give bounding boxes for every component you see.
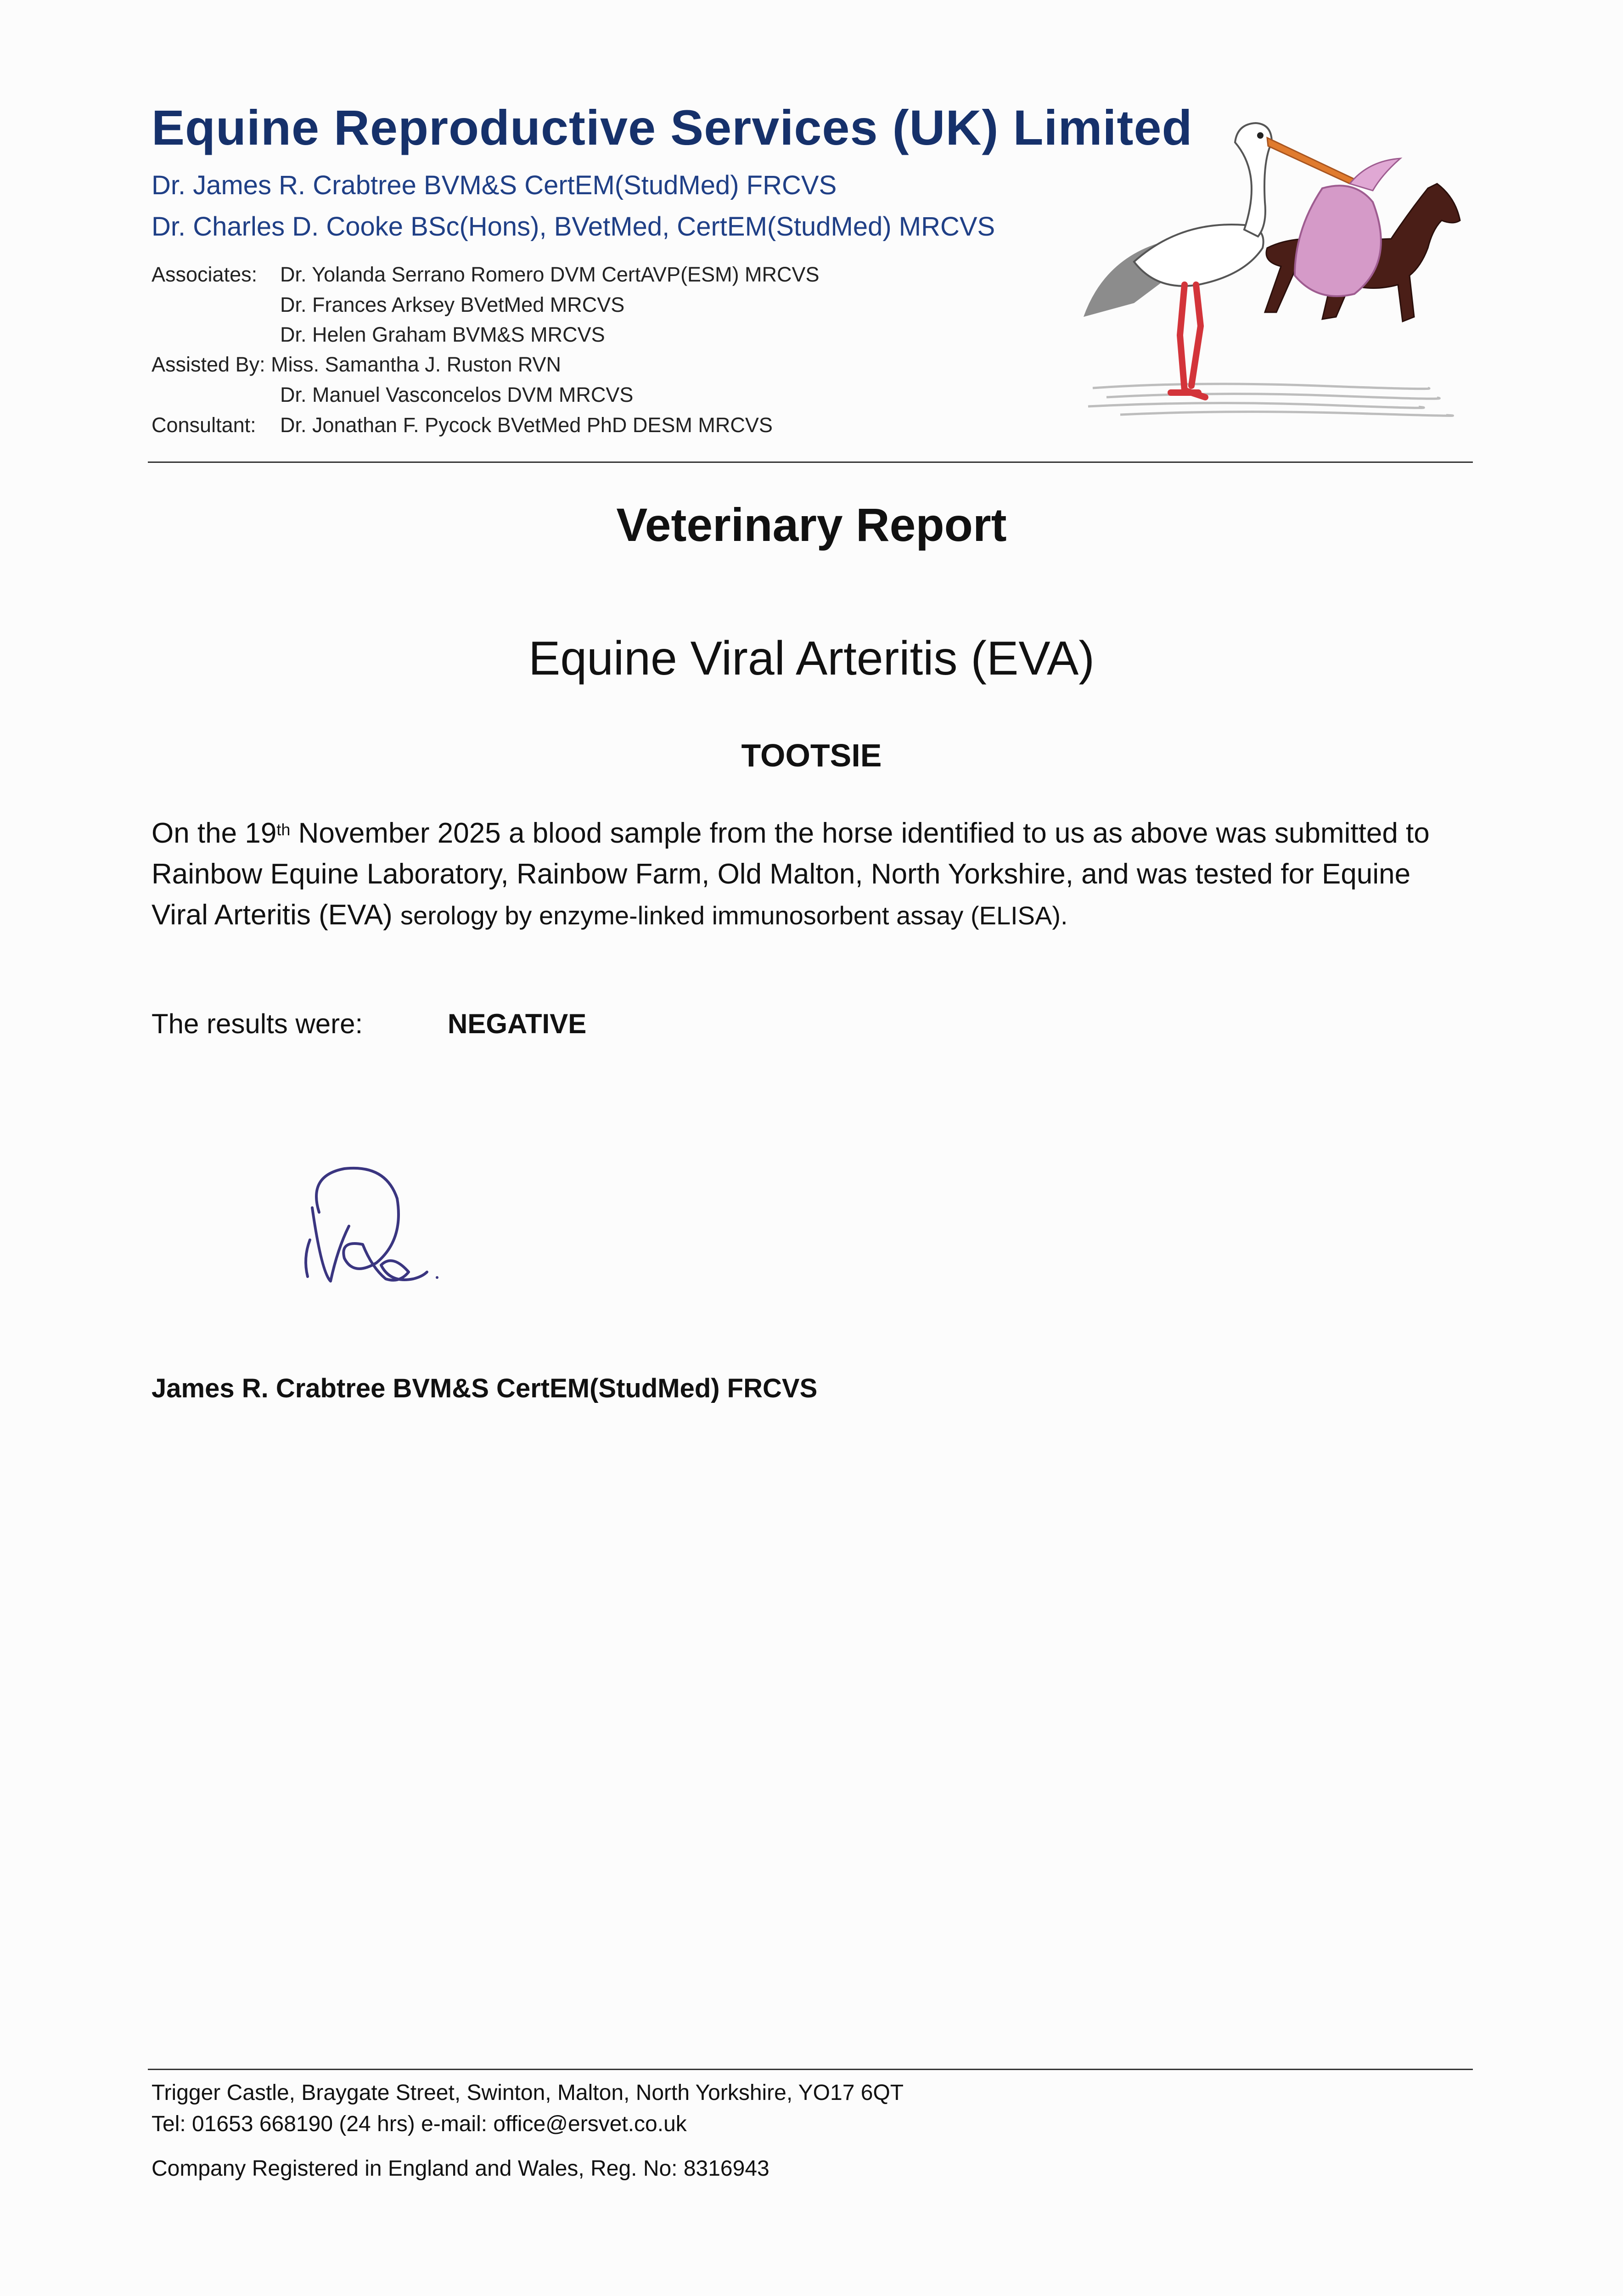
- header-divider: [148, 461, 1473, 463]
- consultant-label: Consultant:: [152, 413, 256, 437]
- signer-name: James R. Crabtree BVM&S CertEM(StudMed) FRCVS: [152, 1373, 818, 1403]
- report-title: Veterinary Report: [616, 499, 1007, 551]
- results-row: [152, 1008, 587, 1040]
- associate-1: Dr. Yolanda Serrano Romero DVM CertAVP(ESM) MRCVS: [280, 263, 820, 286]
- ground-lines: [1088, 384, 1453, 416]
- company-name: Equine Reproductive Services (UK) Limited: [152, 100, 1193, 155]
- stork-neck: [1235, 123, 1272, 236]
- para-method: serology by enzyme-linked immunosorbent assay (ELISA).: [400, 901, 1068, 930]
- para-main: November 2025 a blood sample from the horse identified to us as above was submitted to Rainbow Equine Laboratory, Rainbow Farm, Old Malton, North Yorkshire, and was tested for Equine Viral Arteritis (EVA): [152, 817, 1430, 931]
- results-value: NEGATIVE: [448, 1008, 587, 1039]
- consultant-row: [152, 413, 773, 437]
- stork-body: [1134, 225, 1264, 286]
- report-paragraph: [152, 813, 1469, 936]
- para-on: On the 19: [152, 817, 277, 849]
- horse-name: TOOTSIE: [741, 737, 882, 773]
- associates-label: Associates:: [152, 263, 258, 286]
- associates-row-3: [152, 323, 605, 347]
- para-ordinal: th: [276, 820, 291, 839]
- handwritten-signature: [294, 1157, 450, 1295]
- director-1: Dr. James R. Crabtree BVM&S CertEM(StudMed) FRCVS: [152, 170, 837, 200]
- assisted-row-1: [152, 353, 561, 377]
- director-2: Dr. Charles D. Cooke BSc(Hons), BVetMed, CertEM(StudMed) MRCVS: [152, 212, 995, 242]
- bundle-knot: [1350, 158, 1400, 191]
- associate-2: Dr. Frances Arksey BVetMed MRCVS: [280, 293, 625, 316]
- assistant-2: Dr. Manuel Vasconcelos DVM MRCVS: [280, 383, 634, 406]
- consultant-name: Dr. Jonathan F. Pycock BVetMed PhD DESM MRCVS: [280, 413, 773, 437]
- associate-3: Dr. Helen Graham BVM&S MRCVS: [280, 323, 605, 346]
- results-label: The results were:: [152, 1008, 363, 1039]
- assisted-label: Assisted By:: [152, 353, 265, 376]
- footer-contact: Tel: 01653 668190 (24 hrs) e-mail: office@ersvet.co.uk: [152, 2112, 687, 2136]
- assistant-1: Miss. Samantha J. Ruston RVN: [271, 353, 562, 376]
- report-subtitle: Equine Viral Arteritis (EVA): [528, 632, 1095, 685]
- footer-divider: [148, 2069, 1473, 2070]
- associates-row-2: [152, 293, 624, 317]
- associates-row-1: [152, 263, 820, 287]
- stork-carrying-foal-logo: [1079, 110, 1483, 432]
- footer-registration: Company Registered in England and Wales, Reg. No: 8316943: [152, 2156, 769, 2181]
- stork-legs: [1171, 285, 1205, 397]
- stork-beak: [1267, 138, 1354, 184]
- footer-address: Trigger Castle, Braygate Street, Swinton, Malton, North Yorkshire, YO17 6QT: [152, 2081, 904, 2105]
- pink-bundle: [1295, 186, 1381, 296]
- assisted-row-2: [152, 383, 633, 407]
